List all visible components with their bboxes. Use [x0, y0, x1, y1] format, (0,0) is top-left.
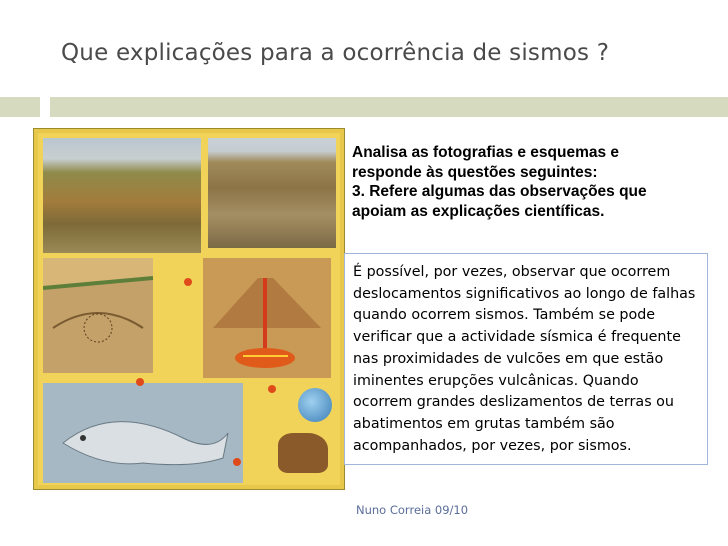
question-line: apoiam as explicações científicas. [352, 202, 605, 220]
answer-line: iminentes erupções vulcânicas. Quando [353, 372, 639, 389]
slide-title: Que explicações para a ocorrência de sismos ? [61, 40, 610, 66]
answer-text [353, 262, 703, 457]
marker-dot [268, 385, 276, 393]
marker-dot [233, 458, 241, 466]
globe-icon [298, 388, 332, 422]
cave-collapse-illustration [43, 258, 153, 373]
marker-dot [184, 278, 192, 286]
answer-line: deslocamentos significativos ao longo de falhas [353, 285, 696, 302]
answer-line: nas proximidades de vulcões em que estão [353, 350, 664, 367]
volcano-illustration [203, 258, 331, 378]
question-line: Analisa as fotografias e esquemas e [352, 144, 620, 161]
answer-line: quando ocorrem sismos. Também se pode [353, 307, 656, 324]
question-line: responde às questões seguintes: [352, 163, 598, 181]
volcano-magma-diagram [203, 258, 331, 378]
answer-line: É possível, por vezes, observar que ocorrem [353, 264, 671, 280]
cave-collapse-diagram [43, 258, 153, 373]
footer-author: Nuno Correia 09/10 [356, 503, 469, 517]
bull-figure [278, 433, 328, 473]
title-accent-bar-left [0, 97, 40, 117]
marker-dot [136, 378, 144, 386]
answer-line: ocorrem grandes deslizamentos de terras ou [353, 394, 674, 411]
question-text [352, 143, 702, 221]
answer-line: acompanhados, por vezes, por sismos. [353, 437, 632, 454]
textbook-page-background [38, 133, 340, 485]
answer-line: verificar que a actividade sísmica é frequente [353, 329, 681, 346]
answer-box [344, 253, 708, 465]
catfish-illustration [43, 383, 243, 483]
question-line: 3. Refere algumas das observações que [352, 183, 647, 200]
textbook-page-image [33, 128, 345, 490]
title-accent-bar [50, 97, 728, 117]
catfish-legend-illustration [43, 383, 243, 483]
offset-field-photo [208, 138, 336, 248]
fault-scarp-photo [43, 138, 201, 253]
answer-line: abatimentos em grutas também são [353, 415, 615, 432]
